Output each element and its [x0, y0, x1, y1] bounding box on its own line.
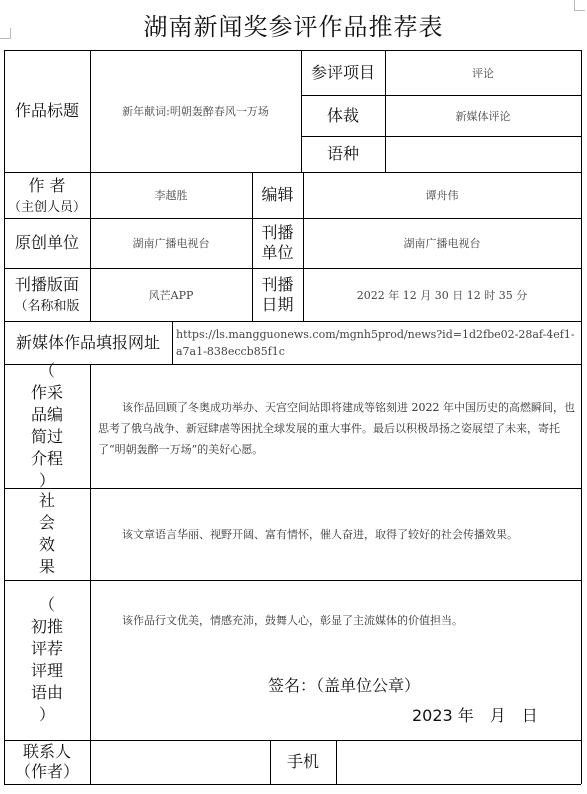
publishing-date-label	[252, 268, 303, 321]
language-value	[385, 136, 581, 172]
publishing-page-label-main: 刊播版面	[14, 275, 79, 294]
phone-label: 手机	[286, 752, 319, 771]
review-label-4: 语由	[30, 683, 63, 702]
publishing-page-label-sub: （名称和版	[14, 299, 80, 314]
genre-value: 新媒体评论	[455, 109, 511, 123]
process-label-4: 介程	[30, 449, 63, 468]
publishing-unit-label	[252, 218, 303, 268]
review-label-3: 评理	[30, 661, 63, 680]
genre-label: 体裁	[326, 105, 359, 125]
url-label: 新媒体作品填报网址	[15, 332, 160, 352]
url-value[interactable]: https://ls.mangguonews.com/mgnh5prod/news?id=1d2fbe02-28af-4ef1-a7a1-838eccb85f1c	[176, 328, 575, 358]
process-label-0: （	[38, 361, 55, 380]
publishing-unit-label-line1: 刊播	[261, 223, 294, 242]
publishing-unit-value: 湖南广播电视台	[403, 237, 481, 250]
editor-label: 编辑	[261, 185, 294, 204]
effect-text: 该文章语言华丽、视野开阔、富有情怀，催人奋进，取得了较好的社会传播效果。	[122, 528, 518, 541]
publishing-date-label-line2: 日期	[261, 294, 294, 314]
review-label-1: 初推	[30, 617, 63, 636]
review-date: 2023 年 月 日	[412, 706, 538, 725]
process-label-2: 品编	[30, 405, 63, 424]
effect-label-2: 效	[38, 535, 55, 554]
publishing-page-value: 风芒APP	[148, 288, 194, 302]
contact-label-line2: （作者）	[14, 762, 79, 781]
effect-label-1: 会	[38, 513, 55, 532]
process-label-5: ）	[38, 471, 55, 490]
contact-label	[4, 740, 90, 784]
process-label	[4, 361, 90, 490]
title-value: 新年献词:明朝轰醉春风一万场	[122, 105, 269, 118]
effect-label	[4, 488, 90, 580]
effect-label-0: 社	[38, 491, 55, 510]
review-label-5: ）	[38, 705, 55, 724]
category-label: 参评项目	[310, 62, 375, 82]
contact-value	[90, 740, 270, 784]
editor-value: 谭舟伟	[425, 189, 459, 202]
origin-unit-label: 原创单位	[14, 233, 79, 252]
review-label	[4, 580, 90, 740]
publishing-unit-label-line2: 单位	[261, 243, 294, 262]
review-text: 该作品行文优美，情感充沛，鼓舞人心，彰显了主流媒体的价值担当。	[122, 614, 463, 627]
process-label-3: 简过	[30, 427, 63, 446]
process-text: 该作品回顾了冬奥成功举办、天宫空间站即将建成等铭刻进 2022 年中国历史的高燃瞬间，也思考了俄乌战争、新冠肆虐等困扰全球发展的重大事件。最后以积极昂扬之姿展望了未来，寄托了“明朝轰醉一万场”的美好心愿。	[98, 401, 575, 456]
author-label-main: 作 者	[28, 175, 66, 195]
contact-label-line1: 联系人	[22, 742, 71, 761]
publishing-date-label-line1: 刊播	[261, 274, 294, 294]
category-value: 评论	[472, 66, 494, 80]
review-label-0: （	[38, 595, 55, 614]
author-value: 李越胜	[154, 189, 188, 202]
signature-line: 签名：（盖单位公章）	[268, 676, 421, 695]
title-label: 作品标题	[14, 101, 79, 120]
language-label: 语种	[326, 144, 359, 163]
author-label	[4, 172, 90, 218]
process-label-1: 作采	[30, 383, 63, 402]
document-title: 湖南新闻奖参评作品推荐表	[143, 12, 444, 41]
publishing-page-label	[4, 268, 90, 321]
effect-label-3: 果	[38, 557, 55, 576]
origin-unit-value: 湖南广播电视台	[132, 237, 210, 250]
publishing-date-value: 2022 年 12 月 30 日 12 时 35 分	[356, 288, 528, 302]
phone-value	[336, 740, 581, 784]
review-label-2: 评荐	[30, 639, 63, 658]
author-label-sub: （主创人员）	[7, 199, 86, 215]
